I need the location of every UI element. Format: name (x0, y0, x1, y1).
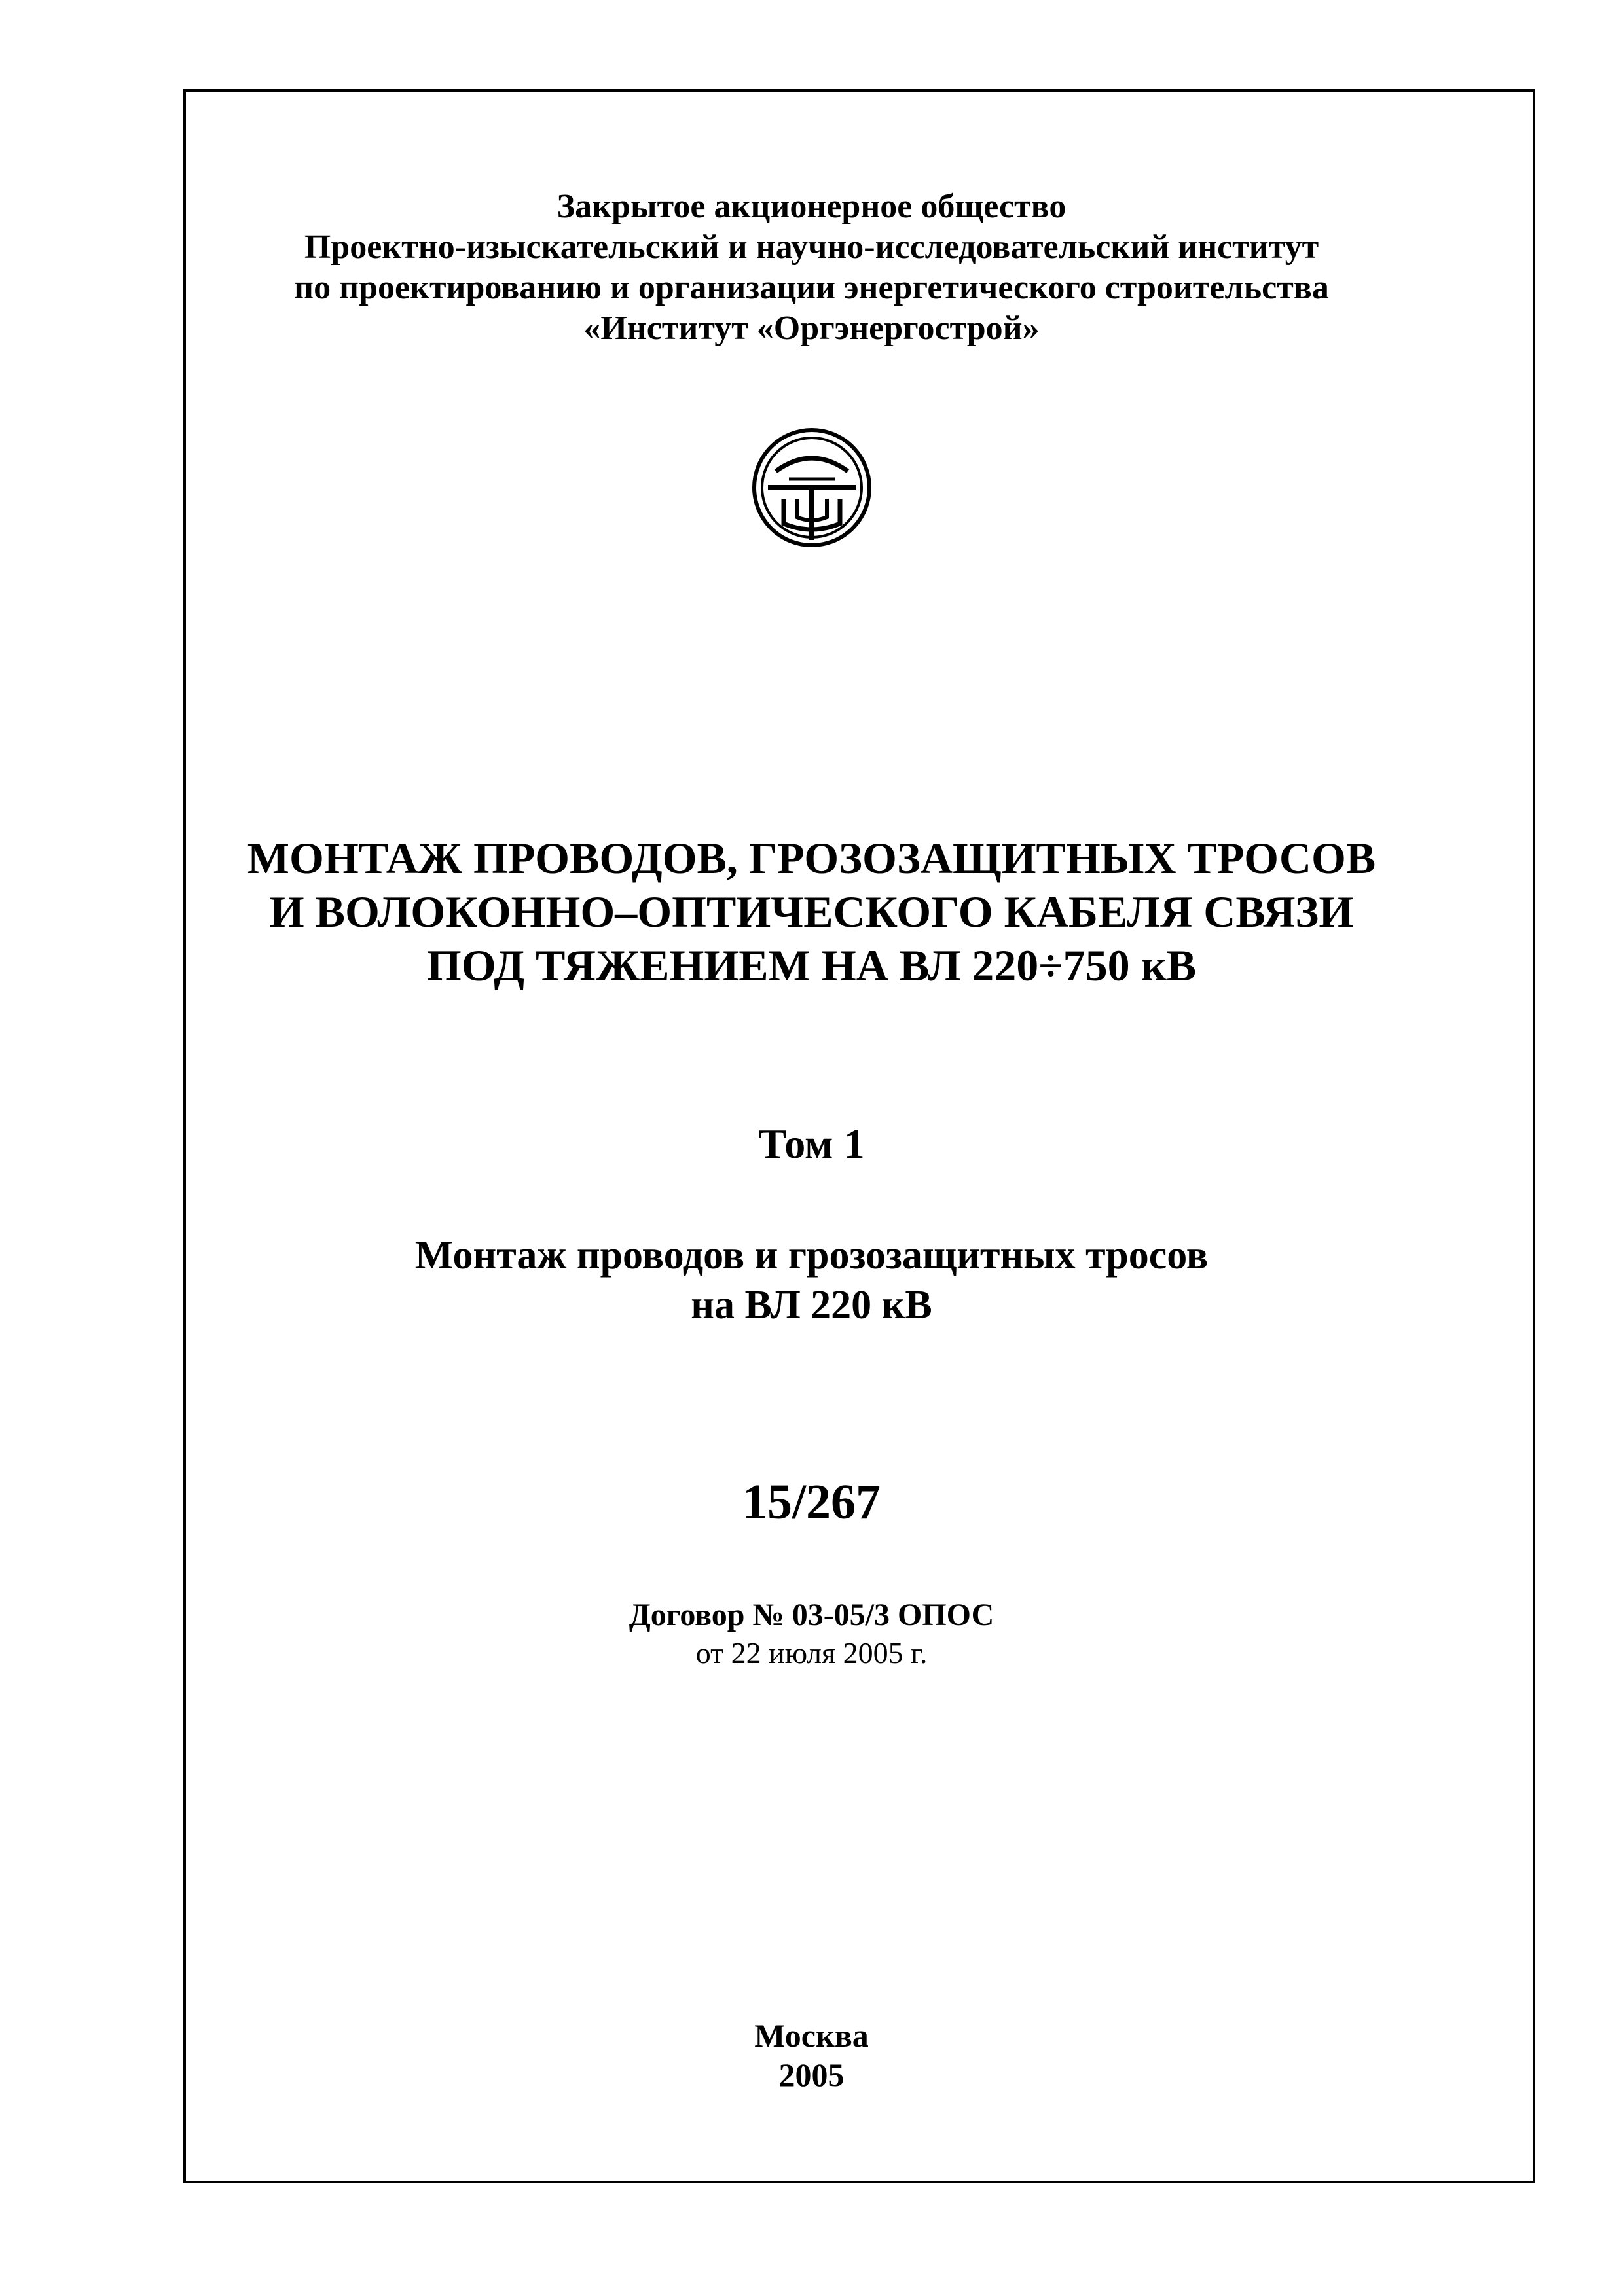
organization-line-1: Закрытое акционерное общество (556, 188, 1067, 225)
title-line-1: МОНТАЖ ПРОВОДОВ, ГРОЗОЗАЩИТНЫХ ТРОСОВ (247, 833, 1376, 883)
contract-date: от 22 июля 2005 г. (695, 1636, 928, 1670)
organization-line-4: «Институт «Оргэнергострой» (583, 310, 1040, 347)
contract-number: Договор № 03-05/3 ОПОС (629, 1598, 994, 1632)
year: 2005 (778, 2056, 845, 2093)
organization-line-2: Проектно-изыскательский и научно-исследовательский институт (304, 228, 1319, 266)
institute-emblem-icon (750, 425, 874, 550)
title-line-3: ПОД ТЯЖЕНИЕМ НА ВЛ 220÷750 кВ (426, 941, 1197, 990)
document-code: 15/267 (742, 1475, 881, 1530)
volume-label: Том 1 (758, 1121, 865, 1167)
organization-line-3: по проектированию и организации энергетического строительства (294, 269, 1329, 306)
organization-header (0, 187, 1623, 349)
city: Москва (754, 2017, 869, 2054)
document-title (0, 831, 1623, 992)
subtitle-line-1: Монтаж проводов и грозозащитных тросов (414, 1233, 1209, 1278)
volume-subtitle (0, 1230, 1623, 1330)
subtitle-line-2: на ВЛ 220 кВ (691, 1283, 932, 1327)
title-line-2: И ВОЛОКОННО–ОПТИЧЕСКОГО КАБЕЛЯ СВЯЗИ (269, 887, 1354, 937)
